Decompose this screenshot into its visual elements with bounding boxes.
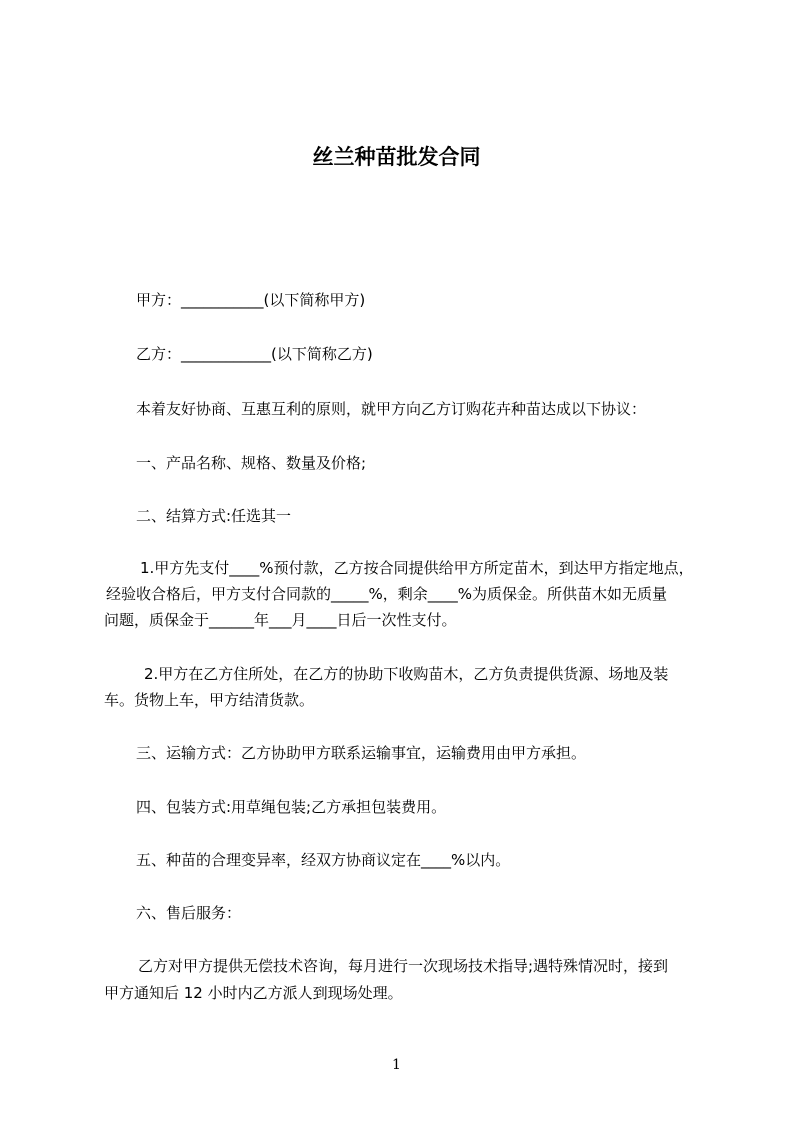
section-5-heading: 五、种苗的合理变异率，经双方协商议定在____%以内。: [136, 851, 511, 869]
page-number: 1: [392, 1057, 401, 1073]
section-6-heading: 六、售后服务：: [136, 904, 242, 922]
option-1-line-3: 问题，质保金于______年___月____日后一次性支付。: [104, 611, 457, 629]
section-1-heading: 一、产品名称、规格、数量及价格;: [136, 454, 367, 472]
option-2-line-2: 车。货物上车，甲方结清货款。: [104, 691, 315, 709]
section-3-heading: 三、运输方式：乙方协助甲方联系运输事宜，运输费用由甲方承担。: [136, 744, 587, 762]
option-1-line-1: 1.甲方先支付____%预付款，乙方按合同提供给甲方所定苗木，到达甲方指定地点，: [140, 559, 694, 577]
service-line-1: 乙方对甲方提供无偿技术咨询，每月进行一次现场技术指导;遇特殊情况时，接到: [138, 957, 669, 975]
document-title: 丝兰种苗批发合同: [312, 145, 481, 169]
option-2-line-1: 2.甲方在乙方住所处，在乙方的协助下收购苗木，乙方负责提供货源、场地及装: [144, 665, 669, 683]
option-1-line-2: 经验收合格后，甲方支付合同款的_____%，剩余____%为质保金。所供苗木如无质量: [106, 585, 668, 603]
section-2-heading: 二、结算方式:任选其一: [136, 507, 292, 525]
party-a-line: 甲方：___________(以下简称甲方): [136, 291, 366, 309]
party-b-line: 乙方：____________(以下简称乙方): [136, 345, 373, 363]
service-line-2: 甲方通知后 12 小时内乙方派人到现场处理。: [104, 984, 403, 1002]
section-4-heading: 四、包装方式:用草绳包装;乙方承担包装费用。: [136, 798, 447, 816]
intro-paragraph: 本着友好协商、互惠互利的原则，就甲方向乙方订购花卉种苗达成以下协议：: [136, 400, 647, 418]
